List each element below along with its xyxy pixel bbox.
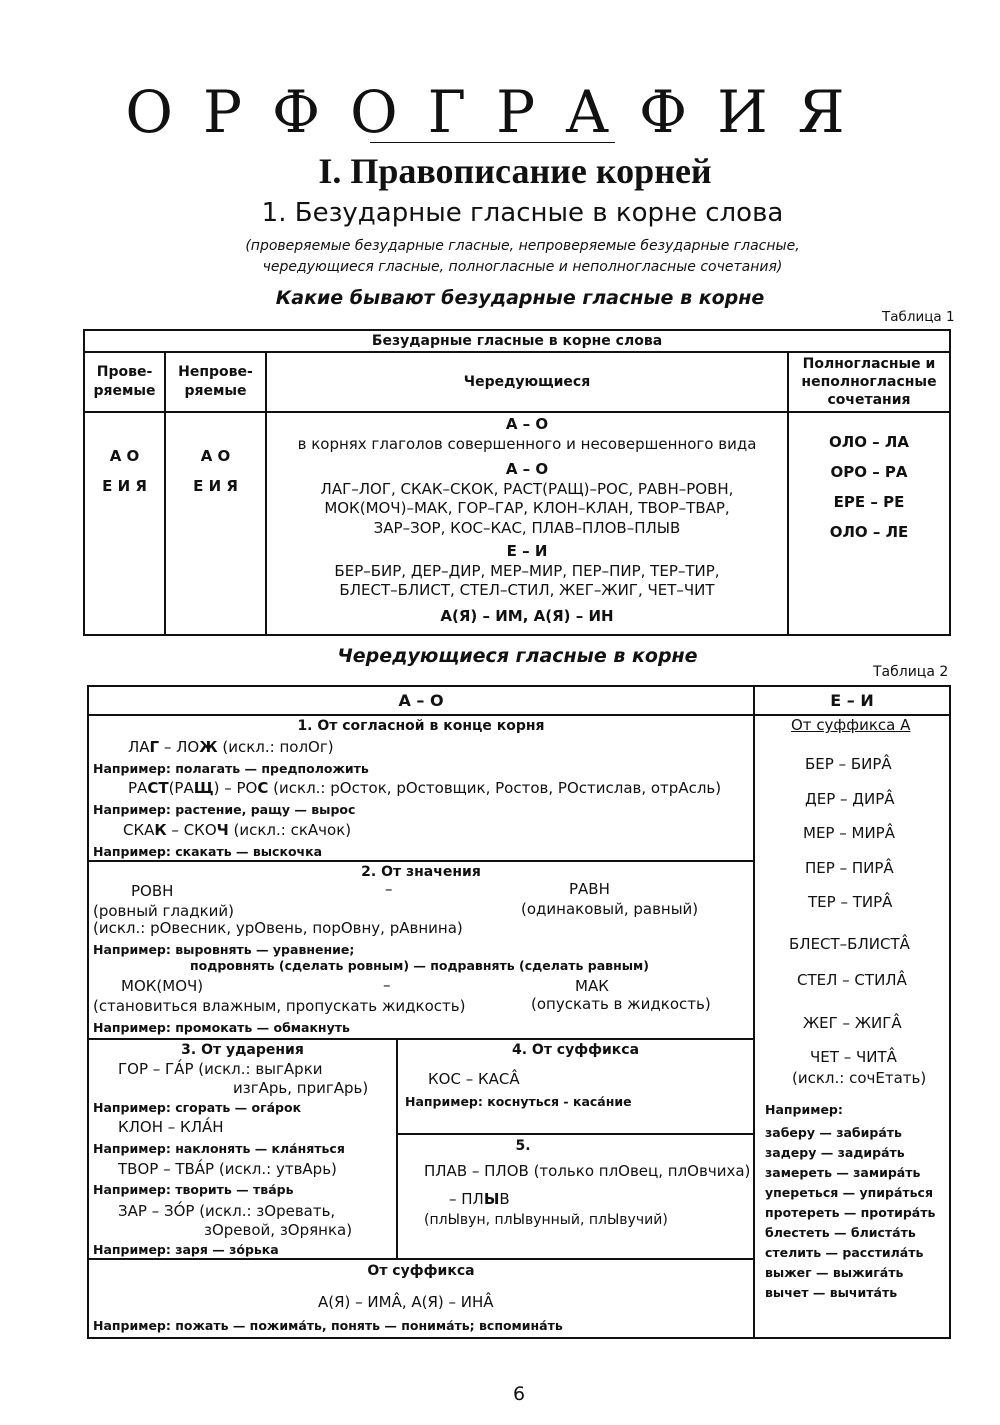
s2-mak-desc: (опускать в жидкость) <box>531 995 711 1013</box>
s3-line4: ТВОР – ТВА́Р (искл.: утвАрь) <box>118 1160 337 1178</box>
s1-example2: Например: растение, ращу — вырос <box>93 802 356 817</box>
s2-mok: МОК(МОЧ) <box>121 977 204 995</box>
s3-line1: ГОР – ГА́Р (искл.: выгАрки <box>118 1060 323 1078</box>
section3-title: 3. От ударения <box>181 1042 304 1058</box>
s2-mok-desc: (становиться влажным, пропускать жидкость) <box>93 997 466 1015</box>
ei-example: протереть — протира́ть <box>765 1205 936 1220</box>
s3-example3: Например: творить — тва́рь <box>93 1182 294 1197</box>
s2-except: (искл.: рОвесник, урОвень, порОвну, рАвнина) <box>93 919 463 937</box>
title-underline <box>370 142 615 143</box>
table1-label: Таблица 1 <box>882 309 955 325</box>
ei-item: ДЕР – ДИРА̂ <box>805 790 895 808</box>
ei-item: СТЕЛ – СТИЛА̂ <box>797 971 907 989</box>
ei-item: МЕР – МИРА̂ <box>803 824 895 842</box>
s4-example: Например: коснуться - каса́ние <box>405 1094 632 1109</box>
ei-item: БЛЕСТ–БЛИСТА̂ <box>789 935 910 953</box>
s3-line6: зОревой, зОрянка) <box>204 1221 353 1239</box>
s6-example: Например: пожать — пожима́ть, понять — понима́ть; вспомина́ть <box>93 1318 563 1333</box>
ei-item: ЖЕГ – ЖИГА̂ <box>803 1014 902 1032</box>
checkable-values: А О Е И Я <box>84 412 165 635</box>
s2-ravn-desc: (одинаковый, равный) <box>521 900 699 918</box>
table2-label: Таблица 2 <box>873 664 949 680</box>
ei-item: ПЕР – ПИРА̂ <box>805 859 894 877</box>
s5-line2: – ПЛЫВ <box>449 1190 510 1208</box>
section1-title: 1. От согласной в конце корня <box>297 718 545 734</box>
s2-rovn-desc: (ровный гладкий) <box>93 902 234 920</box>
s1-example1: Например: полагать — предположить <box>93 761 369 776</box>
s5-line3: (плЫвун, плЫвунный, плЫвучий) <box>424 1212 668 1228</box>
table1-heading: Какие бывают безударные гласные в корне <box>275 287 765 309</box>
s1-row2: РАСТ(РАЩ) – РОС (искл.: рОсток, рОстовщик, Ростов, РОстислав, отрАсль) <box>128 779 722 797</box>
ei-example: выжег — выжига́ть <box>765 1265 904 1280</box>
table2-heading: Чередующиеся гласные в корне <box>337 645 698 667</box>
s2-mak: МАК <box>575 977 609 995</box>
col-uncheckable: Непрове- ряемые <box>165 352 266 412</box>
ei-example: упереться — упира́ться <box>765 1185 933 1200</box>
main-title: ОРФОГРАФИЯ <box>125 78 875 146</box>
ei-example: блестеть — блиста́ть <box>765 1225 916 1240</box>
col-checkable: Прове- ряемые <box>84 352 165 412</box>
note-line-1: (проверяемые безударные гласные, непроверяемые безударные гласные, <box>245 238 800 254</box>
section6-title: От суффикса <box>367 1263 475 1279</box>
s1-row3: СКАК – СКОЧ (искл.: скАчок) <box>123 821 352 839</box>
page-number: 6 <box>512 1383 526 1405</box>
s5-line1: ПЛАВ – ПЛОВ (только плОвец, плОвчиха) <box>424 1162 751 1180</box>
ei-example: вычет — вычита́ть <box>765 1285 898 1300</box>
s1-example3: Например: скакать — выскочка <box>93 844 323 859</box>
ei-item: БЕР – БИРА̂ <box>805 755 892 773</box>
s3-example4: Например: заря — зо́рька <box>93 1242 279 1257</box>
section2-title: 2. От значения <box>361 864 481 880</box>
s2-ravn: РАВН <box>569 880 610 898</box>
table1-caption: Безударные гласные в корне слова <box>84 330 950 352</box>
s3-example1: Например: сгорать — ога́рок <box>93 1100 302 1115</box>
s2-example1: Например: выровнять — уравнение; <box>93 942 355 957</box>
s3-line5: ЗАР – ЗО́Р (искл.: зОревать, <box>118 1202 336 1220</box>
s3-example2: Например: наклонять — кла́няться <box>93 1141 345 1156</box>
alternating-values: А – О в корнях глаголов совершенного и несовершенного вида А – О ЛАГ–ЛОГ, СКАК–СКОК, РАСТ(РАЩ)–РОС, РАВН–РОВН, МОК(МОЧ)–МАК, ГОР–ГАР, КЛОН–КЛАН, ТВОР–ТВАР, ЗАР–ЗОР, КОС–КАС, ПЛАВ–ПЛОВ–ПЛЫВ Е – И БЕР–БИР, ДЕР–ДИР, МЕР–МИР, ПЕР–ПИР, ТЕР–ТИР, БЛЕСТ–БЛИСТ, СТЕЛ–СТИЛ, ЖЕГ–ЖИГ, ЧЕТ–ЧИТ А(Я) – ИМ, А(Я) – ИН <box>266 412 788 635</box>
ei-example: стелить — расстила́ть <box>765 1245 924 1260</box>
s3-line2: изгАрь, пригАрь) <box>233 1079 369 1097</box>
s3-line3: КЛОН – КЛА́Н <box>118 1118 224 1136</box>
ei-example: замереть — замира́ть <box>765 1165 921 1180</box>
section-title: I. Правописание корней <box>318 151 712 191</box>
ei-item: ЧЕТ – ЧИТА̂ <box>810 1048 897 1066</box>
s6-line1: А(Я) – ИМА̂, А(Я) – ИНА̂ <box>318 1293 494 1311</box>
ei-example: заберу — забира́ть <box>765 1125 902 1140</box>
s4-line1: КОС – КАСА̂ <box>428 1070 520 1088</box>
subsection-note <box>0 236 1000 278</box>
full-vowel-values: ОЛО – ЛА ОРО – РА ЕРЕ – РЕ ОЛО – ЛЕ <box>788 412 950 635</box>
s2-example2: подровнять (сделать ровным) — подравнять (сделать равным) <box>190 958 649 973</box>
ei-example-title: Например: <box>765 1102 843 1117</box>
table2-head-ao: А – О <box>87 685 755 716</box>
table1 <box>83 329 951 636</box>
ei-suffix-title: От суффикса А <box>791 716 911 734</box>
col-full-vowel: Полногласные и неполногласные сочетания <box>788 352 950 412</box>
section4-title: 4. От суффикса <box>511 1042 640 1058</box>
section5-title: 5. <box>515 1138 531 1154</box>
uncheckable-values: А О Е И Я <box>165 412 266 635</box>
subsection-title: 1. Безударные гласные в корне слова <box>261 198 784 228</box>
s1-row1: ЛАГ – ЛОЖ (искл.: полОг) <box>128 738 334 756</box>
ei-except: (искл.: сочЕтать) <box>792 1069 927 1087</box>
ei-item: ТЕР – ТИРА̂ <box>808 893 893 911</box>
s2-dash1: – <box>385 880 393 898</box>
s2-example3: Например: промокать — обмакнуть <box>93 1020 350 1035</box>
ei-example: задеру — задира́ть <box>765 1145 905 1160</box>
table2-head-ei: Е – И <box>753 685 951 716</box>
note-line-2: чередующиеся гласные, полногласные и неполногласные сочетания) <box>262 259 783 275</box>
col-alternating: Чередующиеся <box>266 352 788 412</box>
s2-rovn: РОВН <box>131 882 174 900</box>
s2-dash2: – <box>383 976 391 994</box>
